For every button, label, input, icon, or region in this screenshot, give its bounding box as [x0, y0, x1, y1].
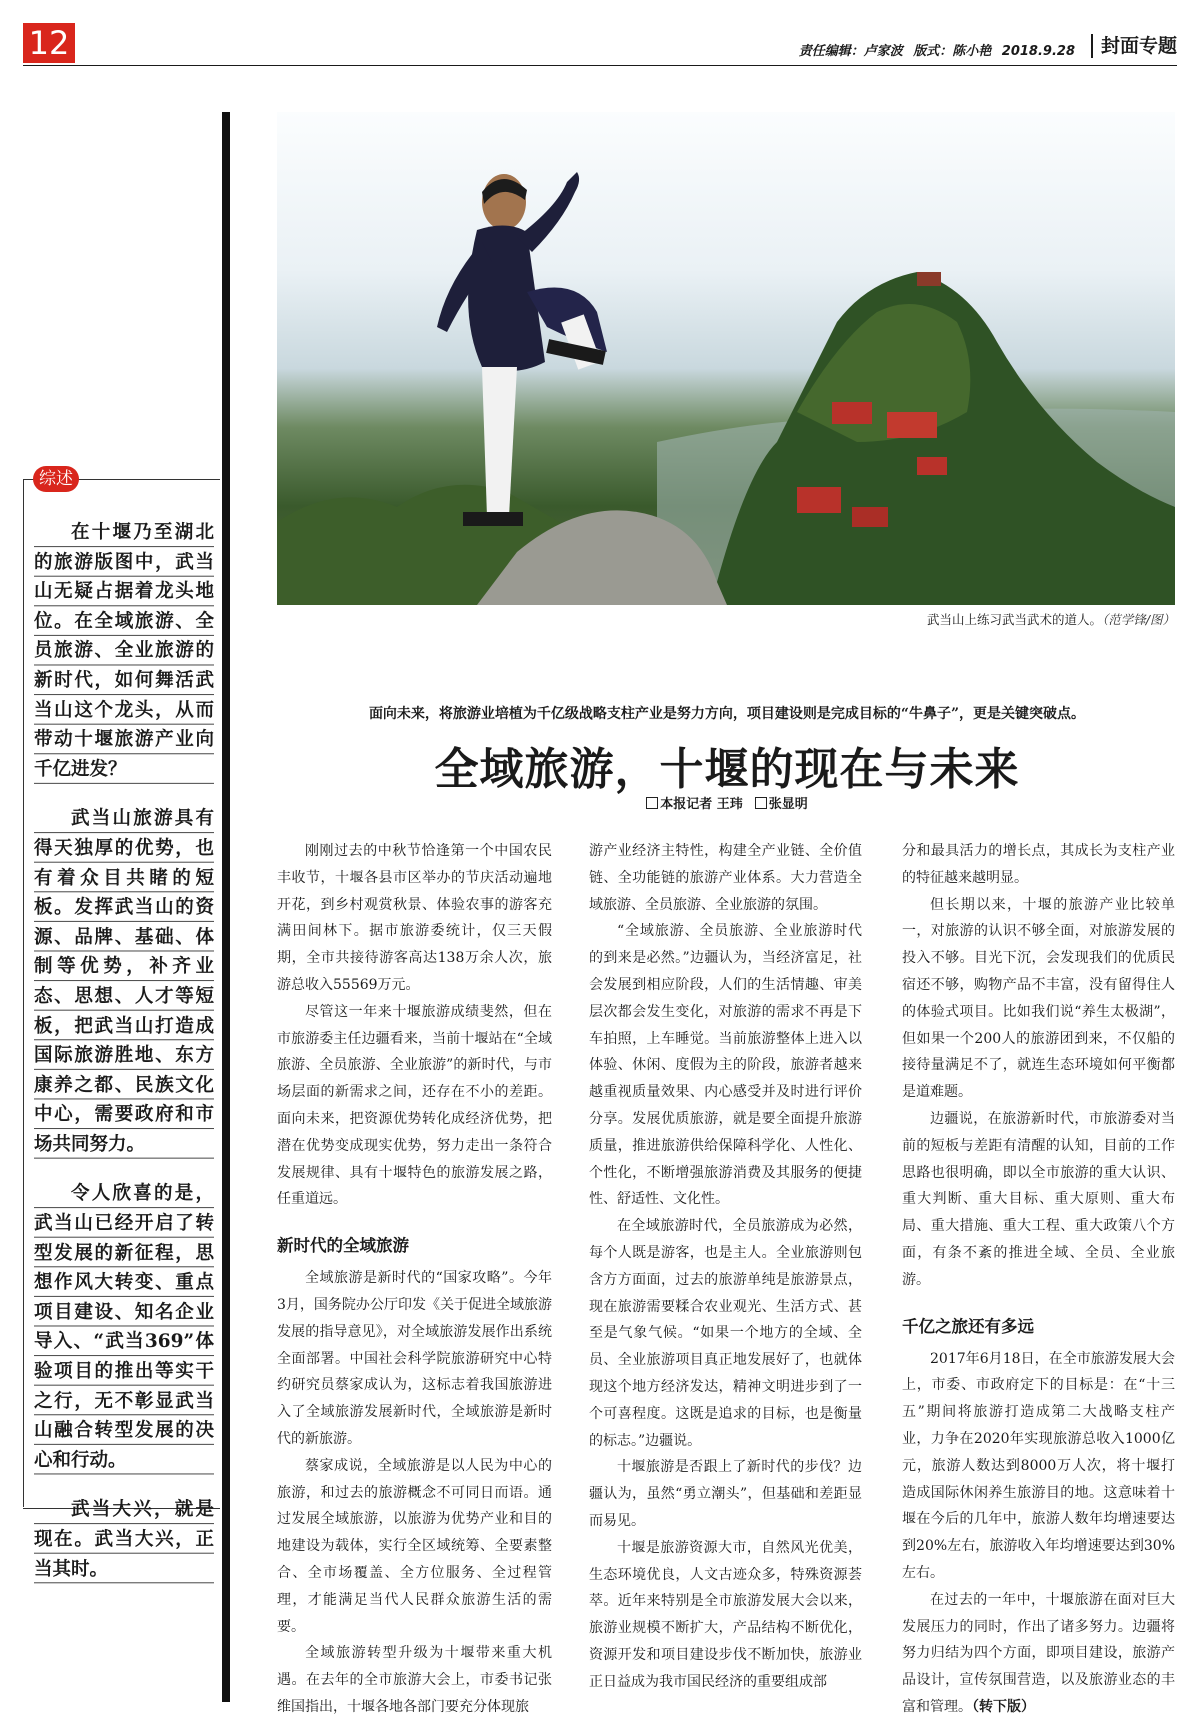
body-paragraph: 蔡家成说，全域旅游是以人民为中心的旅游，和过去的旅游概念不可同日而语。通过发展全域旅游，以旅游为优势产业和目的地建设为载体，实行全区域统筹、全要素整合、全市场覆盖、全方位服务、全过程管理，才能满足当代人民群众旅游生活的需要。: [277, 1457, 552, 1635]
article-kicker: 面向未来，将旅游业培植为千亿级战略支柱产业是努力方向，项目建设则是完成目标的“牛鼻子”，更是关键突破点。: [368, 706, 1086, 722]
body-paragraph: 分和最具活力的增长点，其成长为支柱产业的特征越来越明显。: [902, 843, 1175, 886]
header-info: [793, 40, 1075, 59]
section-name: 封面专题: [1091, 34, 1177, 58]
body-paragraph: 在全域旅游时代，全员旅游成为必然，每个人既是游客，也是主人。全业旅游则包含方方面面，过去的旅游单纯是旅游景点，现在旅游需要糅合农业观光、生活方式、甚至是气象气候。“如果一个地方的全域、全员、全业旅游项目真正地发展好了，也就体现这个地方经济发达，精神文明进步到了一个可喜程度。这既是追求的目标，也是衡量的标志。”边疆说。: [589, 1218, 862, 1449]
photo-caption: [927, 610, 1175, 628]
layout-credit: 版式：陈小艳: [913, 44, 992, 59]
issue-date: 2018.9.28: [1001, 44, 1075, 59]
article-title: 全域旅游，十堰的现在与未来: [434, 744, 1020, 795]
page-number: 12: [23, 23, 75, 63]
body-paragraph: 十堰是旅游资源大市，自然风光优美，生态环境优良，人文古迹众多，特殊资源荟萃。近年来特别是全市旅游发展大会以来，旅游业规模不断扩大，产品结构不断优化，资源开发和项目建设步伐不断加快，旅游业正日益成为我市国民经济的重要组成部: [589, 1539, 862, 1690]
sidebar-text: [34, 518, 214, 1604]
header-rule: [23, 65, 1177, 66]
sidebar-paragraph: 在十堰乃至湖北的旅游版图中，武当山无疑占据着龙头地位。在全域旅游、全员旅游、全业旅游的新时代，如何舞活武当山这个龙头，从而带动十堰旅游产业向千亿进发？: [34, 518, 214, 784]
body-paragraph: 全域旅游是新时代的“国家攻略”。今年3月，国务院办公厅印发《关于促进全域旅游发展的指导意见》，对全域旅游发展作出系统全面部署。中国社会科学院旅游研究中心特约研究员蔡家成认为，这标志着我国旅游进入了全域旅游发展新时代，全域旅游是新时代的新旅游。: [277, 1270, 552, 1447]
body-paragraph: “全域旅游、全员旅游、全业旅游时代的到来是必然。”边疆认为，当经济富足，社会发展到相应阶段，人们的生活情趣、审美层次都会发生变化，对旅游的需求不再是下车拍照，上车睡觉。当前旅游整体上进入以体验、休闲、度假为主的阶段，旅游者越来越重视质量效果、内心感受并及时进行评价分享。发展优质旅游，就是要全面提升旅游质量，推进旅游供给保障科学化、人性化、个性化，不断增强旅游消费及其服务的便捷性、舒适性、文化性。: [589, 923, 862, 1208]
article-column-3: [902, 838, 1175, 1718]
sidebar-paragraph: 武当大兴，就是现在。武当大兴，正当其时。: [34, 1495, 214, 1584]
continued-marker: （转下版）: [972, 1698, 1035, 1715]
body-paragraph: 十堰旅游是否跟上了新时代的步伐？边疆认为，虽然“勇立潮头”，但基础和差距显而易见。: [589, 1459, 862, 1529]
column-divider: [222, 112, 230, 1702]
sidebar-tag: 综述: [33, 466, 79, 492]
body-paragraph: 但长期以来，十堰的旅游产业比较单一，对旅游的认识不够全面，对旅游发展的投入不够。目光下沉，会发现我们的优质民宿还不够，购物产品不丰富，没有留得住人的体验式项目。比如我们说“养生太极湖”，但如果一个200人的旅游团到来，不仅船的接待量满足不了，就连生态环境如何平衡都是道难题。: [902, 896, 1175, 1101]
body-paragraph: 游产业经济主特性，构建全产业链、全价值链、全功能链的旅游产业体系。大力营造全域旅游、全员旅游、全业旅游的氛围。: [589, 843, 862, 913]
body-paragraph: 刚刚过去的中秋节恰逢第一个中国农民丰收节，十堰各县市区举办的节庆活动遍地开花，到乡村观赏秋景、体验农事的游客充满田间林下。据市旅游委统计，仅三天假期，全市共接待游客高达138万余人次，旅游总收入55569万元。: [277, 843, 552, 993]
caption-text: 武当山上练习武当武术的道人。: [927, 612, 1103, 627]
byline-reporter: 本报记者 王玮: [660, 797, 743, 812]
byline-square-icon: [646, 797, 658, 809]
article-column-1: [277, 838, 552, 1718]
feature-photo: [277, 112, 1175, 605]
photo-illustration: [277, 112, 1175, 605]
body-paragraph: 边疆说，在旅游新时代，市旅游委对当前的短板与差距有清醒的认知，目前的工作思路也很明确，即以全市旅游的重大认识、重大判断、重大目标、重大原则、重大布局、重大措施、重大工程、重大政策八个方面，有条不紊的推进全域、全员、全业旅游。: [902, 1110, 1175, 1288]
sidebar-summary: [23, 466, 220, 1580]
subheading: 新时代的全域旅游: [277, 1236, 409, 1256]
article-column-2: [589, 838, 862, 1718]
photo-credit: （范学锋/图）: [1102, 612, 1175, 627]
subheading: 千亿之旅还有多远: [902, 1316, 1034, 1336]
sidebar-paragraph: 武当山旅游具有得天独厚的优势，也有着众目共睹的短板。发挥武当山的资源、品牌、基础、体制等优势，补齐业态、思想、人才等短板，把武当山打造成国际旅游胜地、东方康养之都、民族文化中心，需要政府和市场共同努力。: [34, 804, 214, 1159]
body-paragraph: 全域旅游转型升级为十堰带来重大机遇。在去年的全市旅游大会上，市委书记张维国指出，十堰各地各部门要充分体现旅: [277, 1645, 552, 1715]
byline-second: 张显明: [768, 797, 808, 812]
article-byline: [278, 793, 1176, 812]
sidebar-paragraph: 令人欣喜的是，武当山已经开启了转型发展的新征程，思想作风大转变、重点项目建设、知名企业导入、“武当369”体验项目的推出等实干之行，无不彰显武当山融合转型发展的决心和行动。: [34, 1179, 214, 1475]
sidebar-left-rule: [23, 479, 24, 1507]
editor-credit: 责任编辑：卢家波: [798, 44, 903, 59]
body-text: 在过去的一年中，十堰旅游在面对巨大发展压力的同时，作出了诸多努力。边疆将努力归结为四个方面，即项目建设，旅游产品设计，宣传氛围营造，以及旅游业态的丰富和管理。: [902, 1591, 1175, 1715]
body-paragraph: 尽管这一年来十堰旅游成绩斐然，但在市旅游委主任边疆看来，当前十堰站在“全域旅游、全员旅游、全业旅游”的新时代，与市场层面的新需求之间，还存在不小的差距。面向未来，把资源优势转化成经济优势，把潜在优势变成现实优势，努力走出一条符合发展规律、具有十堰特色的旅游发展之路，任重道远。: [277, 1003, 552, 1208]
byline-square-icon: [755, 797, 767, 809]
body-paragraph: 2017年6月18日，在全市旅游发展大会上，市委、市政府定下的目标是：在“十三五”期间将旅游打造成第二大战略支柱产业，力争在2020年实现旅游总收入1000亿元，旅游人数达到8000万人次，将十堰打造成国际休闲养生旅游目的地。这意味着十堰在今后的几年中，旅游人数年均增速要达到20%左右，旅游收入年均增速要达到30%左右。: [902, 1350, 1175, 1581]
body-paragraph: [902, 1587, 1175, 1718]
